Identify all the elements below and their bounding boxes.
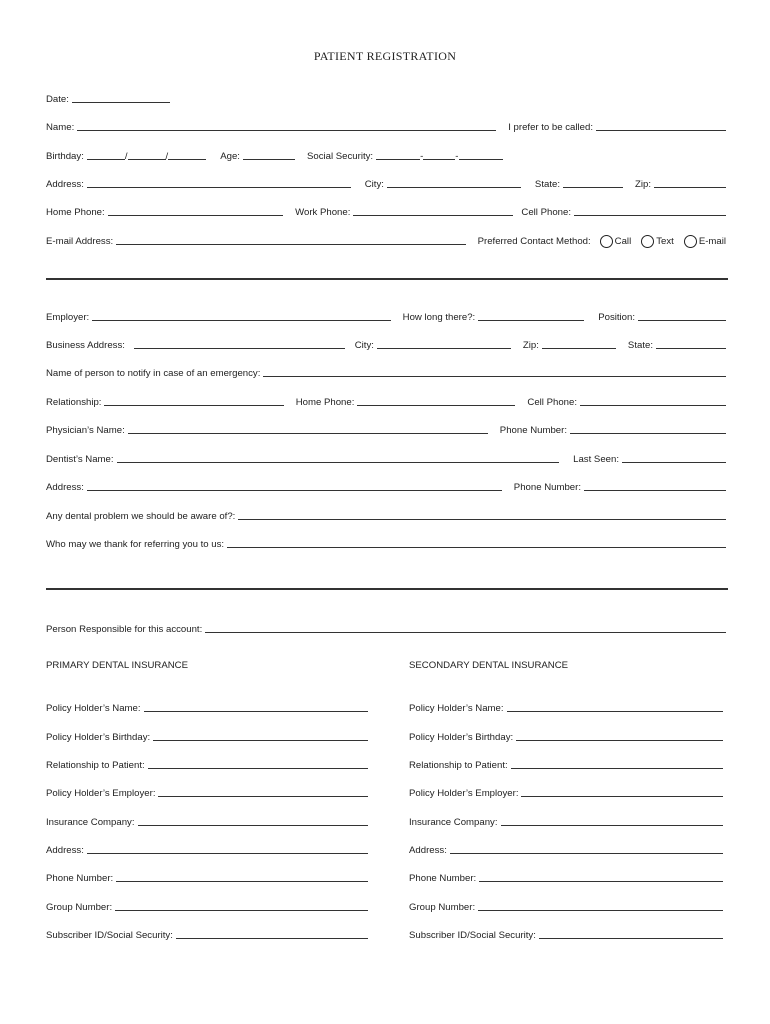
primary-field-input[interactable] xyxy=(176,928,368,939)
contact-option-text-label: Text xyxy=(656,236,674,247)
secondary-field-input[interactable] xyxy=(521,786,723,797)
ssn-label: Social Security: xyxy=(306,151,374,162)
preferred-name-label: I prefer to be called: xyxy=(508,122,593,133)
business-state-label: State: xyxy=(627,340,653,351)
state-field[interactable] xyxy=(563,177,623,188)
physician-phone-field[interactable] xyxy=(570,423,726,434)
secondary-field-label: Group Number: xyxy=(409,902,476,913)
business-zip-label: Zip: xyxy=(522,340,539,351)
relationship-field[interactable] xyxy=(104,395,283,406)
primary-field-row xyxy=(46,757,368,771)
secondary-field-label: Policy Holder’s Birthday: xyxy=(409,732,514,743)
responsible-row xyxy=(46,621,726,635)
section-divider xyxy=(46,278,728,280)
secondary-field-label: Policy Holder’s Name: xyxy=(409,703,504,714)
dentist-label: Dentist’s Name: xyxy=(46,454,114,465)
dental-problem-field[interactable] xyxy=(238,509,726,520)
email-row xyxy=(46,233,726,247)
zip-label: Zip: xyxy=(635,179,651,190)
business-state-field[interactable] xyxy=(656,338,726,349)
name-field[interactable] xyxy=(77,120,496,131)
primary-field-label: Group Number: xyxy=(46,902,113,913)
primary-field-input[interactable] xyxy=(116,871,368,882)
primary-field-input[interactable] xyxy=(153,730,368,741)
referral-label: Who may we thank for referring you to us: xyxy=(46,539,225,550)
emergency-home-phone-field[interactable] xyxy=(357,395,515,406)
contact-method-label: Preferred Contact Method: xyxy=(477,236,591,247)
dentist-row xyxy=(46,451,726,465)
primary-field-label: Policy Holder’s Name: xyxy=(46,703,141,714)
position-field[interactable] xyxy=(638,310,726,321)
section-divider xyxy=(46,588,728,590)
state-label: State: xyxy=(534,179,560,190)
primary-field-label: Address: xyxy=(46,845,84,856)
employer-row xyxy=(46,309,726,323)
secondary-field-input[interactable] xyxy=(516,730,723,741)
ssn-dash: - xyxy=(455,151,459,162)
business-address-row xyxy=(46,337,726,351)
secondary-field-input[interactable] xyxy=(501,815,723,826)
primary-field-row xyxy=(46,899,368,913)
how-long-label: How long there?: xyxy=(402,312,476,323)
address-row xyxy=(46,176,726,190)
birthday-slash: / xyxy=(124,151,128,162)
primary-field-input[interactable] xyxy=(115,900,368,911)
primary-field-input[interactable] xyxy=(144,701,368,712)
emergency-contact-label: Name of person to notify in case of an emergency: xyxy=(46,368,261,379)
secondary-insurance-heading: SECONDARY DENTAL INSURANCE xyxy=(409,660,569,671)
primary-field-row xyxy=(46,729,368,743)
primary-field-row xyxy=(46,927,368,941)
dental-problem-row xyxy=(46,508,726,522)
emergency-row xyxy=(46,365,726,379)
radio-circle-icon[interactable] xyxy=(684,235,697,248)
work-phone-label: Work Phone: xyxy=(295,207,351,218)
relationship-label: Relationship: xyxy=(46,397,102,408)
birth-month-field[interactable] xyxy=(87,149,125,160)
secondary-field-label: Insurance Company: xyxy=(409,817,498,828)
secondary-field-input[interactable] xyxy=(539,928,723,939)
primary-field-label: Policy Holder’s Employer: xyxy=(46,788,156,799)
referral-field[interactable] xyxy=(227,537,726,548)
email-label: E-mail Address: xyxy=(46,236,114,247)
physician-row xyxy=(46,422,726,436)
business-address-label: Business Address: xyxy=(46,340,125,351)
primary-field-input[interactable] xyxy=(138,815,368,826)
cell-phone-field[interactable] xyxy=(574,205,726,216)
contact-option-call-label: Call xyxy=(614,236,632,247)
ssn-part2-field[interactable] xyxy=(423,149,455,160)
page-title: PATIENT REGISTRATION xyxy=(313,49,457,63)
address-field[interactable] xyxy=(87,177,351,188)
contact-option-text[interactable] xyxy=(631,234,674,247)
primary-field-label: Relationship to Patient: xyxy=(46,760,145,771)
secondary-field-row xyxy=(409,842,723,856)
dentist-address-field[interactable] xyxy=(87,480,502,491)
secondary-field-label: Subscriber ID/Social Security: xyxy=(409,930,536,941)
zip-field[interactable] xyxy=(654,177,726,188)
physician-phone-label: Phone Number: xyxy=(499,425,567,436)
emergency-home-phone-label: Home Phone: xyxy=(295,397,355,408)
secondary-field-row xyxy=(409,927,723,941)
emergency-contact-field[interactable] xyxy=(263,366,726,377)
name-label: Name: xyxy=(46,122,75,133)
position-label: Position: xyxy=(598,312,635,323)
business-city-field[interactable] xyxy=(377,338,511,349)
emergency-cell-phone-field[interactable] xyxy=(580,395,726,406)
primary-field-row xyxy=(46,785,368,799)
secondary-field-row xyxy=(409,729,723,743)
primary-field-row xyxy=(46,700,368,714)
secondary-field-row xyxy=(409,870,723,884)
dentist-address-label: Address: xyxy=(46,482,84,493)
date-row xyxy=(46,91,726,105)
secondary-field-label: Policy Holder’s Employer: xyxy=(409,788,519,799)
birth-year-field[interactable] xyxy=(165,149,206,162)
secondary-field-label: Address: xyxy=(409,845,447,856)
dentist-field[interactable] xyxy=(117,452,560,463)
date-label: Date: xyxy=(46,94,69,105)
primary-insurance-heading: PRIMARY DENTAL INSURANCE xyxy=(46,660,188,671)
business-city-label: City: xyxy=(354,340,374,351)
contact-option-email-label: E-mail xyxy=(698,236,726,247)
ssn-part3-field[interactable] xyxy=(459,149,503,160)
secondary-field-row xyxy=(409,785,723,799)
radio-circle-icon[interactable] xyxy=(600,235,613,248)
secondary-field-row xyxy=(409,814,723,828)
secondary-field-label: Relationship to Patient: xyxy=(409,760,508,771)
emergency-cell-phone-label: Cell Phone: xyxy=(527,397,577,408)
age-label: Age: xyxy=(220,151,240,162)
email-field[interactable] xyxy=(116,234,465,245)
dentist-address-row xyxy=(46,479,726,493)
ssn-part1-field[interactable] xyxy=(376,149,420,160)
relationship-row xyxy=(46,394,726,408)
primary-field-row xyxy=(46,814,368,828)
home-phone-label: Home Phone: xyxy=(46,207,105,218)
how-long-field[interactable] xyxy=(478,310,584,321)
contact-option-call[interactable] xyxy=(594,234,632,247)
cell-phone-label: Cell Phone: xyxy=(521,207,571,218)
employer-field[interactable] xyxy=(92,310,390,321)
birth-day-field[interactable] xyxy=(128,149,166,160)
last-seen-field[interactable] xyxy=(622,452,726,463)
primary-field-row xyxy=(46,842,368,856)
business-address-field[interactable] xyxy=(134,338,345,349)
physician-label: Physician’s Name: xyxy=(46,425,125,436)
last-seen-label: Last Seen: xyxy=(573,454,619,465)
primary-field-label: Subscriber ID/Social Security: xyxy=(46,930,173,941)
dental-problem-label: Any dental problem we should be aware of?: xyxy=(46,511,236,522)
secondary-field-input[interactable] xyxy=(450,843,723,854)
preferred-name-field[interactable] xyxy=(596,120,726,131)
primary-field-input[interactable] xyxy=(148,758,368,769)
contact-option-email[interactable] xyxy=(674,234,726,247)
employer-label: Employer: xyxy=(46,312,90,323)
primary-field-input[interactable] xyxy=(158,786,368,797)
referral-row xyxy=(46,536,726,550)
city-field[interactable] xyxy=(387,177,521,188)
name-row xyxy=(46,119,726,133)
secondary-field-input[interactable] xyxy=(479,871,723,882)
primary-field-label: Phone Number: xyxy=(46,873,114,884)
primary-field-input[interactable] xyxy=(87,843,368,854)
responsible-label: Person Responsible for this account: xyxy=(46,624,203,635)
business-zip-field[interactable] xyxy=(542,338,616,349)
age-field[interactable] xyxy=(243,149,295,160)
work-phone-field[interactable] xyxy=(353,205,513,216)
birthday-label: Birthday: xyxy=(46,151,84,162)
primary-field-label: Policy Holder’s Birthday: xyxy=(46,732,151,743)
secondary-field-row xyxy=(409,899,723,913)
secondary-field-row xyxy=(409,757,723,771)
secondary-field-input[interactable] xyxy=(478,900,723,911)
secondary-field-input[interactable] xyxy=(507,701,723,712)
birthday-row xyxy=(46,148,726,162)
dentist-phone-field[interactable] xyxy=(584,480,726,491)
dentist-phone-label: Phone Number: xyxy=(513,482,581,493)
secondary-field-input[interactable] xyxy=(511,758,723,769)
responsible-field[interactable] xyxy=(205,622,726,633)
secondary-field-label: Phone Number: xyxy=(409,873,477,884)
phone-row xyxy=(46,204,726,218)
primary-field-label: Insurance Company: xyxy=(46,817,135,828)
radio-circle-icon[interactable] xyxy=(641,235,654,248)
physician-field[interactable] xyxy=(128,423,488,434)
primary-field-row xyxy=(46,870,368,884)
date-field[interactable] xyxy=(72,92,170,103)
address-label: Address: xyxy=(46,179,84,190)
secondary-field-row xyxy=(409,700,723,714)
home-phone-field[interactable] xyxy=(108,205,283,216)
city-label: City: xyxy=(364,179,384,190)
birthday-slash: / xyxy=(165,151,169,162)
ssn-dash: - xyxy=(420,151,424,162)
